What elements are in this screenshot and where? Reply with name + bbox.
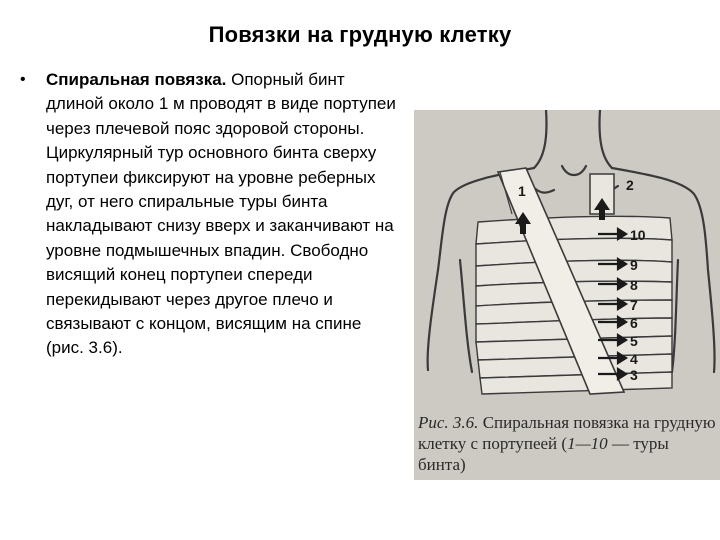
- body-paragraph: [46, 68, 398, 361]
- bandage-figure: [414, 110, 720, 480]
- paragraph-text: Опорный бинт длиной около 1 м проводят в виде портупеи через плечевой пояс здоровой стороны. Циркулярный тур основного бинта сверху портупеи фиксируют на уровне реберных дуг, от него спиральные туры бинта накладывают снизу вверх и заканчивают на уровне подмышечных впадин. Свободно висящий конец портупеи спереди перекидывают через другое плечо и связывают с концом, висящим на спине (рис. 3.6).: [46, 70, 396, 358]
- caption-tail: — туры бинта): [418, 434, 669, 474]
- tour-label-4: 4: [630, 351, 638, 367]
- tour-label-10: 10: [630, 227, 646, 243]
- tour-label-3: 3: [630, 367, 638, 383]
- torso-illustration: [414, 110, 720, 410]
- tour-label-6: 6: [630, 315, 638, 331]
- caption-text: Спиральная повязка на грудную клетку с портупеей (: [418, 413, 716, 453]
- slide-title: Повязки на грудную клетку: [208, 22, 512, 47]
- tour-label-5: 5: [630, 333, 638, 349]
- bullet-marker: •: [20, 71, 26, 88]
- figure-caption: [418, 412, 718, 475]
- tour-label-9: 9: [630, 257, 638, 273]
- tour-label-7: 7: [630, 297, 638, 313]
- caption-lead: Рис. 3.6.: [418, 413, 479, 432]
- tour-label-8: 8: [630, 277, 638, 293]
- tour-label-2: 2: [626, 177, 634, 193]
- paragraph-bold-lead: Спиральная повязка.: [46, 70, 227, 89]
- caption-range: 1—10: [567, 434, 608, 453]
- tour-label-1: 1: [518, 183, 526, 199]
